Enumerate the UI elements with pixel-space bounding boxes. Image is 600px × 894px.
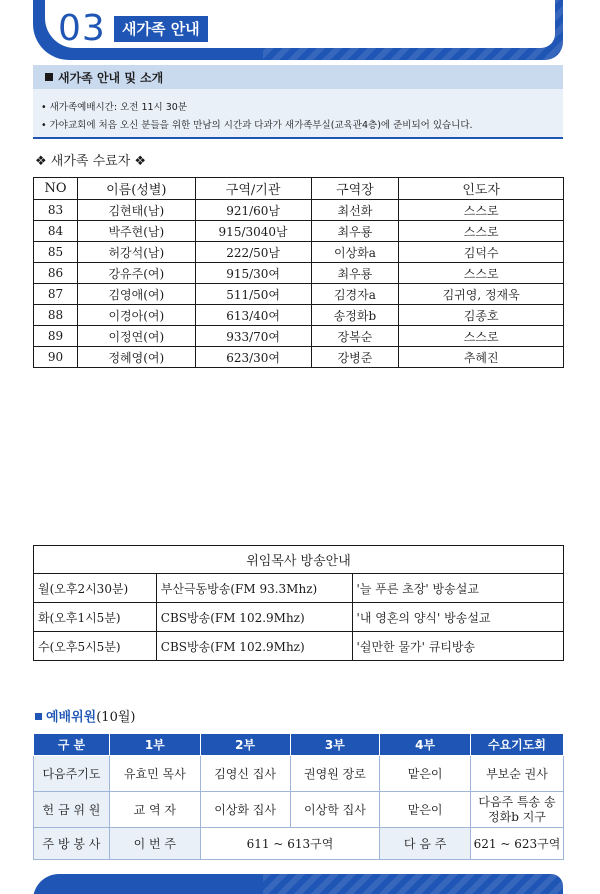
district-group: 613/40여 (195, 305, 311, 326)
broadcast-station: CBS방송(FM 102.9Mhz) (156, 632, 352, 661)
guide: 김귀영, 정재욱 (399, 284, 564, 305)
column-header: 4부 (380, 734, 471, 756)
next-week-label: 다 음 주 (380, 828, 471, 860)
intro-box (33, 65, 563, 139)
table-cell: 교 역 자 (109, 792, 200, 828)
footer-banner (33, 874, 563, 894)
table-cell: 유효민 목사 (109, 756, 200, 792)
row-number: 85 (34, 242, 78, 263)
table-cell: 다음주 특송 송정화b 지구 (470, 792, 563, 828)
district-leader: 김경자a (311, 284, 399, 305)
district-group: 623/30여 (195, 347, 311, 368)
row-number: 83 (34, 200, 78, 221)
table-row (34, 603, 564, 632)
district-group: 921/60남 (195, 200, 311, 221)
guide: 스스로 (399, 221, 564, 242)
row-number: 86 (34, 263, 78, 284)
column-header: 구역/기관 (195, 178, 311, 200)
row-label-kitchen-service: 주 방 봉 사 (34, 828, 110, 860)
table-row (34, 284, 564, 305)
column-header: NO (34, 178, 78, 200)
district-leader: 이상화a (311, 242, 399, 263)
committee-heading-text: 예배위원 (46, 710, 97, 725)
table-cell: 이상화 집사 (200, 792, 290, 828)
table-row (34, 574, 564, 603)
guide: 스스로 (399, 263, 564, 284)
member-name: 강유주(여) (77, 263, 195, 284)
square-bullet-icon (35, 713, 42, 720)
square-bullet-icon (45, 73, 53, 81)
district-group: 222/50남 (195, 242, 311, 263)
guide: 추혜진 (399, 347, 564, 368)
table-row (34, 242, 564, 263)
row-number: 84 (34, 221, 78, 242)
committee-heading (35, 706, 135, 725)
section-title: 새가족 안내 (114, 16, 208, 42)
district-leader: 강병준 (311, 347, 399, 368)
table-row (34, 305, 564, 326)
section-number: 03 (58, 8, 106, 49)
intro-line-welcome: • 가야교회에 처음 오신 분들을 위한 만남의 시간과 다과가 새가족부실(교육관4층)에 준비되어 있습니다. (41, 120, 473, 131)
broadcast-time: 화(오후1시5분) (34, 603, 157, 632)
intro-title (45, 69, 163, 86)
district-leader: 최우룡 (311, 221, 399, 242)
broadcast-station: CBS방송(FM 102.9Mhz) (156, 603, 352, 632)
table-cell: 김영신 집사 (200, 756, 290, 792)
member-name: 이경아(여) (77, 305, 195, 326)
table-row (34, 792, 564, 828)
district-group: 933/70여 (195, 326, 311, 347)
column-header: 이름(성별) (77, 178, 195, 200)
newcomer-heading: ❖ 새가족 수료자 ❖ (35, 154, 147, 169)
table-row (34, 632, 564, 661)
column-header: 수요기도회 (470, 734, 563, 756)
column-header: 인도자 (399, 178, 564, 200)
table-row (34, 347, 564, 368)
row-label-next-prayer: 다음주기도 (34, 756, 110, 792)
table-header-row (34, 734, 564, 756)
district-leader: 장복순 (311, 326, 399, 347)
column-header: 구 분 (34, 734, 110, 756)
member-name: 김현태(남) (77, 200, 195, 221)
district-group: 915/3040남 (195, 221, 311, 242)
guide: 김덕수 (399, 242, 564, 263)
table-row (34, 326, 564, 347)
newcomer-table (33, 177, 564, 368)
member-name: 이정연(여) (77, 326, 195, 347)
committee-table (33, 733, 564, 860)
next-week-value: 621 ~ 623구역 (470, 828, 563, 860)
column-header: 2부 (200, 734, 290, 756)
broadcast-time: 월(오후2시30분) (34, 574, 157, 603)
this-week-label: 이 번 주 (109, 828, 200, 860)
district-group: 511/50여 (195, 284, 311, 305)
table-row (34, 756, 564, 792)
table-row (34, 263, 564, 284)
row-number: 88 (34, 305, 78, 326)
table-cell: 권영원 장로 (290, 756, 380, 792)
district-leader: 송정화b (311, 305, 399, 326)
guide: 스스로 (399, 200, 564, 221)
row-number: 87 (34, 284, 78, 305)
row-label-offering: 헌 금 위 원 (34, 792, 110, 828)
table-cell: 맡은이 (380, 756, 471, 792)
this-week-value: 611 ~ 613구역 (200, 828, 380, 860)
district-leader: 최선화 (311, 200, 399, 221)
table-cell: 맡은이 (380, 792, 471, 828)
committee-month: (10월) (96, 710, 136, 725)
member-name: 정혜영(여) (77, 347, 195, 368)
broadcast-program: '늘 푸른 초장' 방송설교 (352, 574, 563, 603)
column-header: 1부 (109, 734, 200, 756)
broadcast-program: '내 영혼의 양식' 방송설교 (352, 603, 563, 632)
broadcast-program: '쉴만한 물가' 큐티방송 (352, 632, 563, 661)
district-group: 915/30여 (195, 263, 311, 284)
broadcast-table (33, 545, 564, 661)
member-name: 허강석(남) (77, 242, 195, 263)
row-number: 89 (34, 326, 78, 347)
table-cell: 부보순 권사 (470, 756, 563, 792)
guide: 김종호 (399, 305, 564, 326)
guide: 스스로 (399, 326, 564, 347)
row-number: 90 (34, 347, 78, 368)
member-name: 박주현(남) (77, 221, 195, 242)
broadcast-station: 부산극동방송(FM 93.3Mhz) (156, 574, 352, 603)
district-leader: 최우룡 (311, 263, 399, 284)
column-header: 구역장 (311, 178, 399, 200)
column-header: 3부 (290, 734, 380, 756)
table-header-row (34, 178, 564, 200)
member-name: 김영애(여) (77, 284, 195, 305)
broadcast-title: 위임목사 방송안내 (34, 546, 564, 574)
intro-title-text: 새가족 안내 및 소개 (58, 71, 164, 85)
intro-line-service-time: • 새가족예배시간: 오전 11시 30분 (41, 102, 188, 113)
table-row (34, 200, 564, 221)
broadcast-time: 수(오후5시5분) (34, 632, 157, 661)
table-row (34, 828, 564, 860)
table-cell: 이상학 집사 (290, 792, 380, 828)
table-row (34, 221, 564, 242)
